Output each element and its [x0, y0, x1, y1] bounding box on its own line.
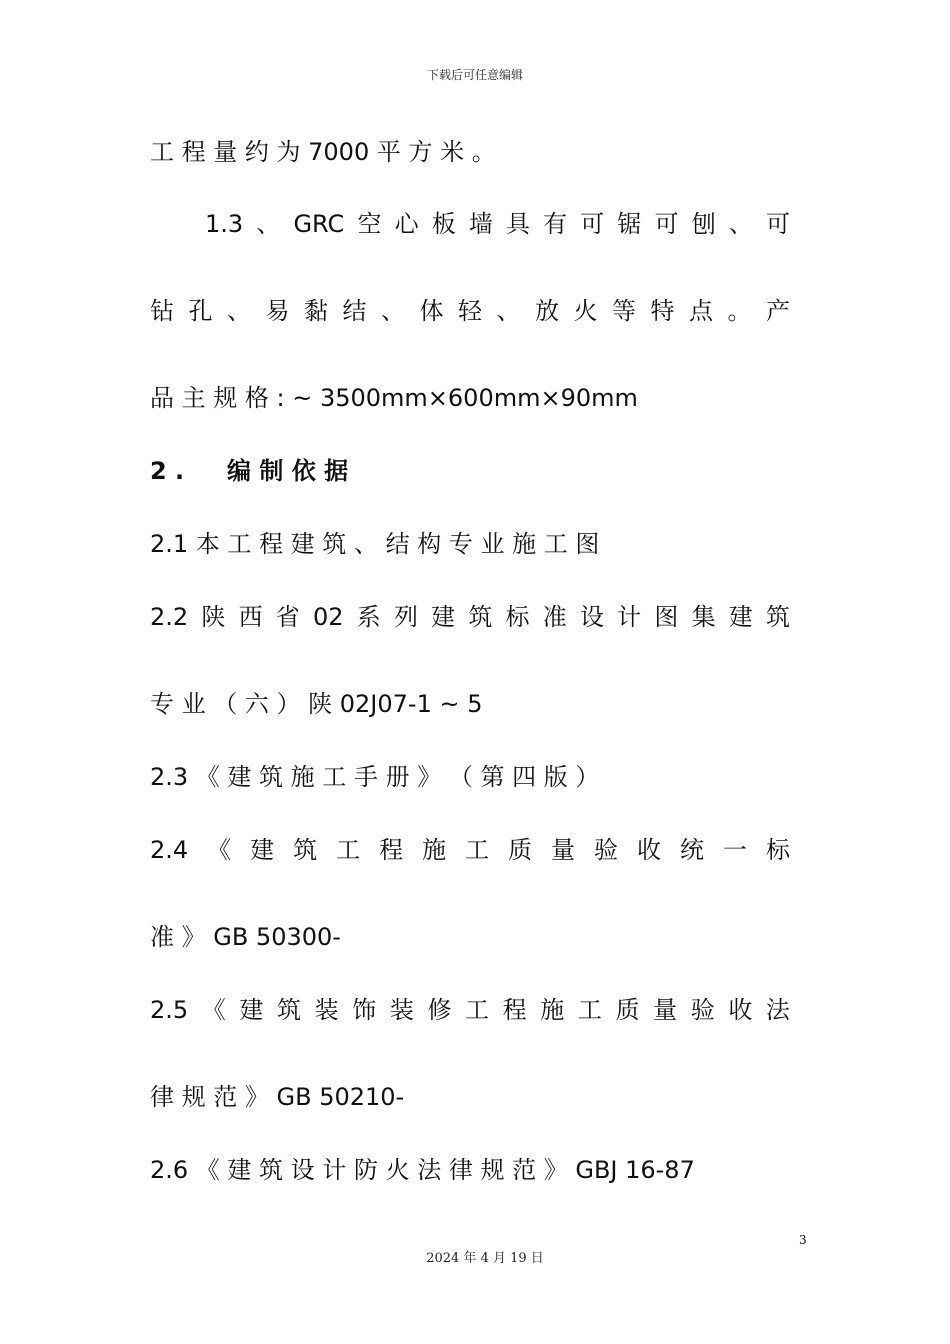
text-token: 火 — [573, 297, 598, 325]
text-token: 刨 — [691, 210, 716, 238]
text-token: 2.4 — [150, 836, 189, 864]
text-token: 轻 — [458, 297, 482, 325]
text-token: 、 — [728, 210, 753, 238]
text-token: 筑 — [765, 603, 790, 631]
text-line-2-5-cont: 律 规 范 》 GB 50210- — [150, 1083, 405, 1111]
text-token: 、 — [227, 297, 251, 325]
text-token: 陕 — [201, 603, 226, 631]
text-token: 量 — [653, 996, 678, 1024]
text-token: 筑 — [293, 836, 318, 864]
text-token: 集 — [691, 603, 716, 631]
text-token: 02 — [312, 603, 344, 631]
section-heading-number: 2 . — [150, 457, 185, 485]
text-line-2-5 — [150, 995, 790, 1025]
text-token: 2.5 — [150, 996, 189, 1024]
text-token: 质 — [508, 836, 533, 864]
text-token: GRC — [293, 210, 345, 238]
text-token: 具 — [506, 210, 530, 238]
text-token: 锯 — [617, 210, 642, 238]
text-token: 施 — [422, 836, 447, 864]
text-token: 收 — [728, 996, 753, 1024]
text-token: 一 — [722, 836, 747, 864]
text-line-3 — [150, 296, 790, 326]
text-token: 心 — [394, 210, 419, 238]
text-token: 计 — [617, 603, 642, 631]
text-token: 工 — [336, 836, 361, 864]
section-heading-title: 编 制 依 据 — [227, 457, 349, 485]
text-token: 1.3 — [205, 210, 244, 238]
text-line-4: 品 主 规 格 : ~ 3500mm×600mm×90mm — [150, 384, 638, 412]
text-token: 工 — [465, 996, 490, 1024]
text-token: 饰 — [352, 996, 377, 1024]
text-token: 板 — [431, 210, 456, 238]
text-token: 建 — [239, 996, 264, 1024]
text-line-2-1: 2.1 本 工 程 建 筑 、 结 构 专 业 施 工 图 — [150, 530, 600, 558]
text-line-2-2-cont: 专 业 （ 六 ） 陕 02J07-1 ~ 5 — [150, 690, 483, 718]
text-token: 黏 — [304, 297, 328, 325]
text-token: 质 — [615, 996, 640, 1024]
text-token: 程 — [379, 836, 404, 864]
text-token: 建 — [250, 836, 275, 864]
text-token: 工 — [577, 996, 602, 1024]
page-footer-date: 2024 年 4 月 19 日 — [426, 1251, 544, 1266]
text-token: 结 — [342, 297, 367, 325]
text-token: 墙 — [468, 210, 493, 238]
text-line-1: 工 程 量 约 为 7000 平 方 米 。 — [150, 138, 496, 166]
text-token: 统 — [679, 836, 704, 864]
text-line-2-2 — [150, 602, 790, 632]
text-token: 、 — [496, 297, 521, 325]
text-token: 装 — [314, 996, 339, 1024]
text-token: 省 — [275, 603, 300, 631]
text-token: 准 — [542, 603, 567, 631]
text-token: 图 — [654, 603, 679, 631]
text-line-2 — [205, 209, 790, 239]
text-token: 筑 — [277, 996, 301, 1024]
text-line-2-3: 2.3 《 建 筑 施 工 手 册 》 （ 第 四 版 ） — [150, 763, 600, 791]
text-token: 体 — [419, 297, 444, 325]
text-token: 施 — [540, 996, 565, 1024]
text-token: 、 — [256, 210, 281, 238]
text-token: 空 — [357, 210, 382, 238]
text-token: 设 — [579, 603, 604, 631]
text-token: 孔 — [188, 297, 213, 325]
text-token: 筑 — [468, 603, 493, 631]
text-token: 工 — [465, 836, 490, 864]
text-token: 标 — [505, 603, 530, 631]
text-token: 西 — [238, 603, 263, 631]
text-token: 验 — [690, 996, 715, 1024]
text-line-2-6: 2.6 《 建 筑 设 计 防 火 法 律 规 范 》 GBJ 16-87 — [150, 1156, 695, 1184]
text-token: 可 — [765, 210, 790, 238]
text-token: 装 — [389, 996, 414, 1024]
text-token: 钻 — [150, 297, 174, 325]
text-token: 有 — [543, 210, 568, 238]
text-token: 等 — [612, 297, 636, 325]
text-token: 验 — [594, 836, 619, 864]
text-token: 《 — [201, 996, 226, 1024]
text-token: 程 — [502, 996, 527, 1024]
text-token: 法 — [765, 996, 790, 1024]
text-token: 量 — [551, 836, 576, 864]
text-token: 。 — [727, 297, 752, 325]
page-number: 3 — [799, 1233, 807, 1247]
text-token: 建 — [431, 603, 456, 631]
text-token: 可 — [654, 210, 679, 238]
text-token: 标 — [765, 836, 790, 864]
text-token: 、 — [381, 297, 405, 325]
text-token: 2.2 — [150, 603, 189, 631]
page-header: 下载后可任意编辑 — [426, 68, 523, 82]
text-token: 点 — [689, 297, 713, 325]
text-token: 建 — [728, 603, 753, 631]
text-token: 特 — [650, 297, 675, 325]
text-token: 《 — [207, 836, 232, 864]
text-token: 放 — [535, 297, 559, 325]
text-token: 修 — [427, 996, 452, 1024]
text-token: 产 — [766, 297, 790, 325]
text-token: 易 — [265, 297, 290, 325]
text-line-2-4 — [150, 835, 790, 865]
text-line-2-4-cont: 准 》 GB 50300- — [150, 923, 341, 951]
text-token: 收 — [637, 836, 661, 864]
text-token: 可 — [580, 210, 605, 238]
text-token: 系 — [356, 603, 381, 631]
text-token: 列 — [393, 603, 418, 631]
